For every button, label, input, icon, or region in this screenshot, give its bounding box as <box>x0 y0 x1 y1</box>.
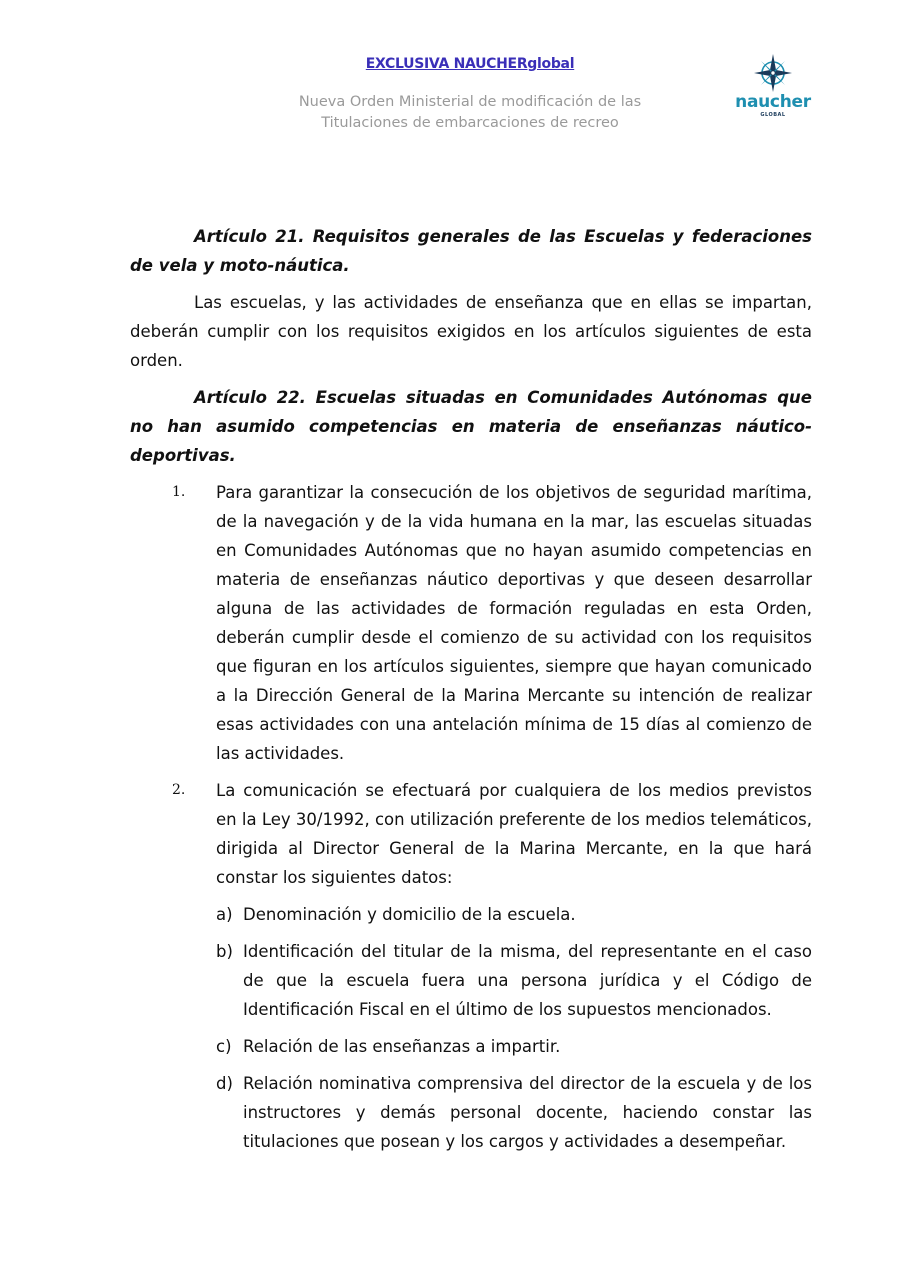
header-link[interactable]: EXCLUSIVA NAUCHERglobal <box>365 56 575 72</box>
list-item <box>130 478 812 768</box>
sub-list-letter: b) <box>216 942 233 961</box>
compass-rose-icon <box>728 52 818 94</box>
document-body <box>130 222 812 1164</box>
sub-list-item <box>130 1032 812 1061</box>
data-requirements-list <box>130 900 812 1156</box>
list-item-number: 1. <box>172 484 186 500</box>
logo-subtext: GLOBAL <box>760 112 786 118</box>
sub-list-item <box>130 937 812 1024</box>
sub-list-letter: a) <box>216 905 233 924</box>
list-item <box>130 776 812 892</box>
header-subtitle <box>240 92 700 134</box>
sub-list-item <box>130 900 812 929</box>
sub-list-text: Relación de las enseñanzas a impartir. <box>243 1037 561 1056</box>
article-21-title: Artículo 21. Requisitos generales de las Escuelas y federaciones de vela y moto-náutica. <box>130 227 812 275</box>
article-22-title: Artículo 22. Escuelas situadas en Comunidades Autónomas que no han asumido competencias en materia de enseñanzas náutico-deportivas. <box>130 388 812 465</box>
naucher-logo <box>728 52 818 122</box>
article-22-list <box>130 478 812 892</box>
list-item-text: La comunicación se efectuará por cualquiera de los medios previstos en la Ley 30/1992, con utilización preferente de los medios telemáticos, dirigida al Director General de la Marina Mercante, en la que hará constar los siguientes datos: <box>216 781 812 887</box>
list-item-number: 2. <box>172 782 186 798</box>
article-21-text: Las escuelas, y las actividades de enseñanza que en ellas se impartan, deberán cumplir con los requisitos exigidos en los artículos siguientes de esta orden. <box>130 293 812 370</box>
sub-list-text: Relación nominativa comprensiva del director de la escuela y de los instructores y demás personal docente, haciendo constar las titulaciones que posean y los cargos y actividades a desempeñar. <box>243 1074 812 1151</box>
sub-list-letter: c) <box>216 1037 232 1056</box>
sub-list-text: Denominación y domicilio de la escuela. <box>243 905 576 924</box>
header-subtitle-line2: Titulaciones de embarcaciones de recreo <box>321 115 619 131</box>
sub-list-letter: d) <box>216 1074 233 1093</box>
sub-list-text: Identificación del titular de la misma, del representante en el caso de que la escuela fuera una persona jurídica y el Código de Identificación Fiscal en el último de los supuestos mencionados. <box>243 942 812 1019</box>
logo-wordmark: naucher <box>735 92 811 112</box>
sub-list-item <box>130 1069 812 1156</box>
header-subtitle-line1: Nueva Orden Ministerial de modificación de las <box>298 94 642 110</box>
list-item-text: Para garantizar la consecución de los objetivos de seguridad marítima, de la navegación y de la vida humana en la mar, las escuelas situadas en Comunidades Autónomas que no hayan asumido competencias en materia de enseñanzas náutico deportivas y que deseen desarrollar alguna de las actividades de formación reguladas en esta Orden, deberán cumplir desde el comienzo de su actividad con los requisitos que figuran en los artículos siguientes, siempre que hayan comunicado a la Dirección General de la Marina Mercante su intención de realizar esas actividades con una antelación mínima de 15 días al comienzo de las actividades. <box>216 483 812 763</box>
